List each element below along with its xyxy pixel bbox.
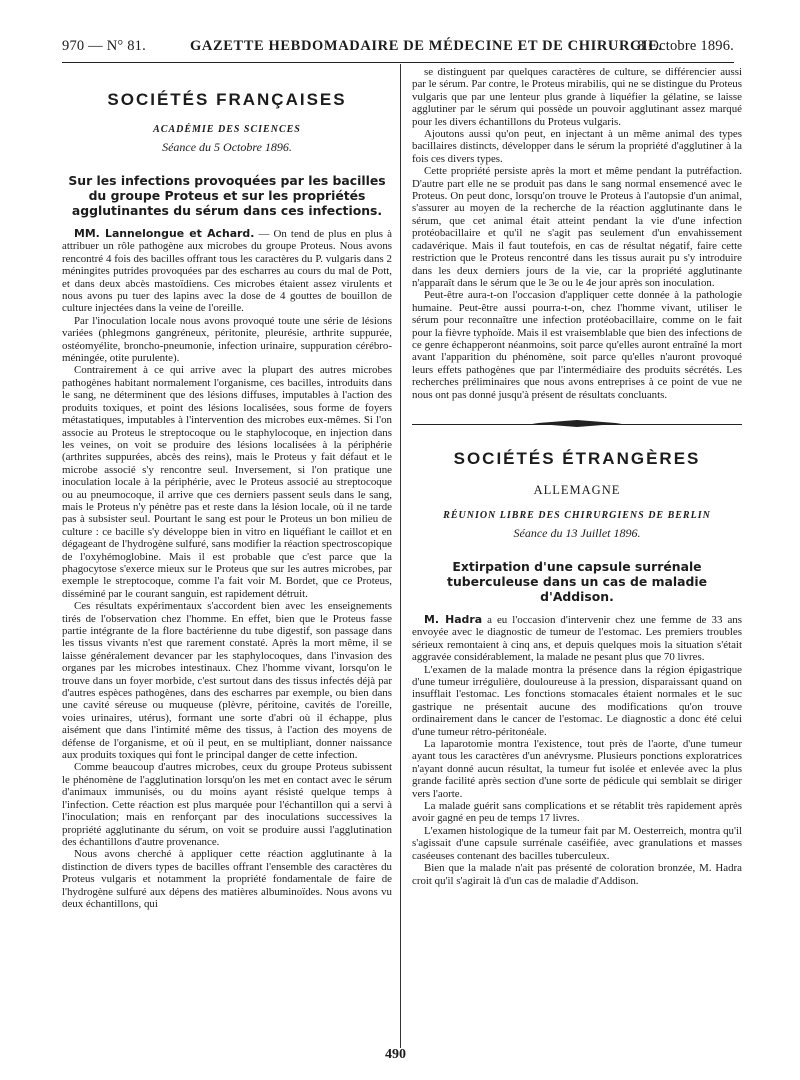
paragraph: La laparotomie montra l'existence, tout près de l'aorte, d'une tumeur ayant tous les caractères d'un anévrysme. Plusieurs ponctions exploratrices n'ayant donné aucun résultat, la tumeur fut isolée et enlevée avec la plus grande facilité après section d'une sorte de pédicule qui semblait se diriger vers l'aorte.: [412, 738, 742, 800]
paragraph: L'examen histologique de la tumeur fait par M. Oesterreich, montra qu'il s'agissait d'une capsule surrénale caséifiée, avec granulations et masses caséeuses contenant des bacilles tuberculeux.: [412, 824, 742, 862]
article-authors: MM. Lannelongue et Achard.: [74, 227, 255, 240]
seance-date: Séance du 13 Juillet 1896.: [513, 525, 641, 540]
paragraph: Par l'inoculation locale nous avons provoqué toute une série de lésions variées (phlegmons gangréneux, péritonite, pleurésie, arthrite suppurée, ostéomyélite, broncho-pneumonie, infection urinaire, suppuration cérébro-méningée, otite purulente).: [62, 314, 392, 365]
section-title-french: SOCIÉTÉS FRANÇAISES: [107, 90, 347, 109]
paragraph: M. Hadra a eu l'occasion d'intervenir chez une femme de 33 ans envoyée avec le diagnostic de tumeur de l'estomac. Les premiers troubles sérieux remontaient à cinq ans, et depuis quelques mois la situation s'était aggravée considérablement, la malade ne pesant plus que 70 livres.: [412, 612, 742, 664]
page-reference: 970 — N° 81.: [62, 38, 146, 54]
issue-date: 8 Octobre 1896.: [637, 38, 734, 54]
article-title-addison: Extirpation d'une capsule surrénale tuberculeuse dans un cas de maladie d'Addison.: [447, 558, 707, 604]
paragraph: Cette propriété persiste après la mort et même pendant la putréfaction. D'autre part elle ne se produit pas dans le sang normal ensemencé avec le Proteus. On peut donc, lorsqu'on trouve le Proteus à l'autopsie d'un animal, s'assurer au moyen de la recherche de la réaction agglutinante dans le sérum, que cet animal était atteint pendant la vie d'une infection protéobacillaire et qu'il ne s'agit pas seulement d'un envahissement cadavérique. Mais il faut toutefois, en cas de résultat négatif, faire cette restriction que le Proteus rencontré dans les tissus aurait pu s'y introduire dans les deux derniers jours de la vie, car la propriété agglutinante n'apparaît dans le sérum que le 3e ou le 4e jour après son inoculation.: [412, 165, 742, 289]
section-title-foreign: SOCIÉTÉS ÉTRANGÈRES: [453, 448, 701, 468]
article-title-proteus: Sur les infections provoquées par les bacilles du groupe Proteus et sur les propriétés agglutinantes du sérum dans ces infections.: [68, 173, 386, 218]
right-column: [412, 66, 742, 887]
academy-name: ACADÉMIE DES SCIENCES: [153, 124, 301, 135]
paragraph: Nous avons cherché à appliquer cette réaction agglutinante à la distinction de divers types de bacilles offrant l'ensemble des caractères du Proteus vulgaris et notamment la propriété fondamentale de faire de l'hydrogène sulfuré aux dépens des matières albuminoïdes. Nous avons vu deux échantillons, qui: [62, 848, 392, 910]
paragraph: Ces résultats expérimentaux s'accordent bien avec les enseignements tirés de l'observation chez l'homme. En effet, bien que le Proteus fasse partie intégrante de la flore bactérienne du tube digestif, son passage dans les tissus vivants n'est que rarement constaté. Après la mort même, il se laisse généralement devancer par les staphylocoques, dans l'invasion des organes par les microbes intestinaux. Chez l'homme vivant, lorsqu'on le trouve dans un foyer morbide, c'est surtout dans des tissus infectés déjà par d'autres espèces pathogènes, dans des escharres par exemple, ou bien dans une cavité séreuse ou muqueuse (plèvre, péritoine, cavités de l'oreille, voies urinaires, utérus), formant une sorte d'abri où il échappe, plus aisément que dans l'intimité même des tissus, à l'action des moyens de défense de l'organisme, et où il peut, en se multipliant, donner naissance aux produits toxiques qui font le principal danger de cette infection.: [62, 600, 392, 762]
meeting-name: RÉUNION LIBRE DES CHIRURGIENS DE BERLIN: [443, 509, 711, 521]
seance-date: Séance du 5 Octobre 1896.: [162, 140, 292, 154]
paragraph: Ajoutons aussi qu'on peut, en injectant à un même animal des types bacillaires distincts, développer dans le sérum la propriété d'agglutiner à la fois ces divers types.: [412, 128, 742, 165]
header-rule: [62, 62, 734, 63]
article-author: M. Hadra: [424, 612, 483, 626]
paragraph: MM. Lannelongue et Achard. — On tend de plus en plus à attribuer un rôle pathogène aux microbes du groupe Proteus. Nous avons rencontré 4 fois des bacilles offrant tous les caractères du P. vulgaris dans 2 méningites putrides provoquées par des escharres au cours du mal de Pott, et dans deux abcès mastoïdiens. Ces microbes étaient assez virulents et nous avons pu tuer des lapins avec la dose de 4 gouttes de bouillon de culture injectées dans la veine de l'oreille.: [62, 227, 392, 315]
section-ornament: [412, 415, 742, 435]
paragraph: Peut-être aura-t-on l'occasion d'appliquer cette donnée à la pathologie humaine. Peut-être aussi pourra-t-on, chez l'homme vivant, utiliser le sérum pour reconnaître une infection protéobacillaire, comme on le fait pour la fièvre typhoïde. Mais il est vraisemblable que bien des infections de ce genre échapperont néanmoins, soit parce qu'elles auront entraîné la mort avant l'apparition du phénomène, soit parce qu'elles n'auront provoqué leurs effets pathogènes que par l'intermédiaire des produits sécrétés. Les recherches préliminaires que nous avons entreprises à ce point de vue ne nous ont pas donné jusqu'à présent de résultats concluants.: [412, 289, 742, 401]
country-heading: ALLEMAGNE: [533, 482, 621, 497]
journal-title: GAZETTE HEBDOMADAIRE DE MÉDECINE ET DE CHIRURGIE.: [190, 38, 663, 54]
left-column: [62, 80, 392, 910]
paragraph: La malade guérit sans complications et se rétablit très rapidement après avoir gagné en peu de temps 17 livres.: [412, 800, 742, 825]
paragraph: Comme beaucoup d'autres microbes, ceux du groupe Proteus subissent le phénomène de l'agglutination lorsqu'on les met en contact avec le sérum d'animaux immunisés, ou du moins ayant résisté quelque temps à l'infection. Cette réaction est plus marquée pour l'échantillon qui a servi à l'inoculation; mais en renforçant par des inoculations successives la propriété agglutinante du sérum, on voit se produire aussi l'agglutination des échantillons d'autre provenance.: [62, 761, 392, 848]
paragraph: L'examen de la malade montra la présence dans la région épigastrique d'une tumeur irrégulière, douloureuse à la pression, disparaissant quand on insufflait l'estomac. Les fonctions stomacales étaient normales et le suc gastrique ne présentait aucune des modifications qu'on trouve ordinairement dans le cancer de l'estomac. Le diagnostic a donc été celui d'une tumeur rétro-péritonéale.: [412, 663, 742, 738]
column-divider: [400, 64, 401, 1048]
paragraph: Bien que la malade n'ait pas présenté de coloration bronzée, M. Hadra croit qu'il s'agirait là d'un cas de maladie d'Addison.: [412, 862, 742, 887]
running-header: [62, 38, 734, 60]
paragraph: se distinguent par quelques caractères de culture, se différencier aussi par le sérum. Par contre, le Proteus mirabilis, qui ne se distingue du Proteus vulgaris que par une lenteur plus grande à liquéfier la gélatine, se laisse agglutiner par le sérum qui possède un pouvoir agglutinant assez marqué pour les divers échantillons du Proteus vulgaris.: [412, 66, 742, 128]
ornament-diamond: [532, 420, 622, 427]
page-number: 490: [385, 1047, 406, 1062]
paragraph: Contrairement à ce qui arrive avec la plupart des autres microbes pathogènes habitant normalement l'organisme, ces bacilles, introduits dans le sang, ne déterminent que des lésions diffuses, imputables à l'action des produits toxiques, et point des lésions localisées, sous forme de foyers métastatiques, imputables à l'intervention des microbes eux-mêmes. Si l'on associe au Proteus le streptocoque ou le staphylocoque, en injection dans les veines, on voit se produire des lésions localisées à la périphérie (arthrites suppurées, abcès des reins), mais le Proteus y fait défaut et le microbe associé s'y rencontre seul. Inversement, si l'on pratique une inoculation locale à la périphérie, avec le Proteus associé au streptocoque ou au pneumocoque, il arrive que ces derniers passent seuls dans le sang, mais le Proteus n'y pénètre pas et reste dans la lésion locale, où il ne tarde pas à subsister seul. Pourtant le sang est pour le Proteus un bon milieu de culture : ce bacille s'y développe bien in vitro en liquéfiant le caillot et en dégageant de l'hydrogène sulfuré, sans modifier la réaction spectroscopique de l'oxyhémoglobine. Mais il est probable que c'est parce que la phagocytose s'exerce mieux sur le Proteus que sur les autres microbes, par exemple le streptocoque, comme l'a fait voir M. Bordet, que ce Proteus, disséminé par le courant sanguin, est rapidement détruit.: [62, 364, 392, 600]
